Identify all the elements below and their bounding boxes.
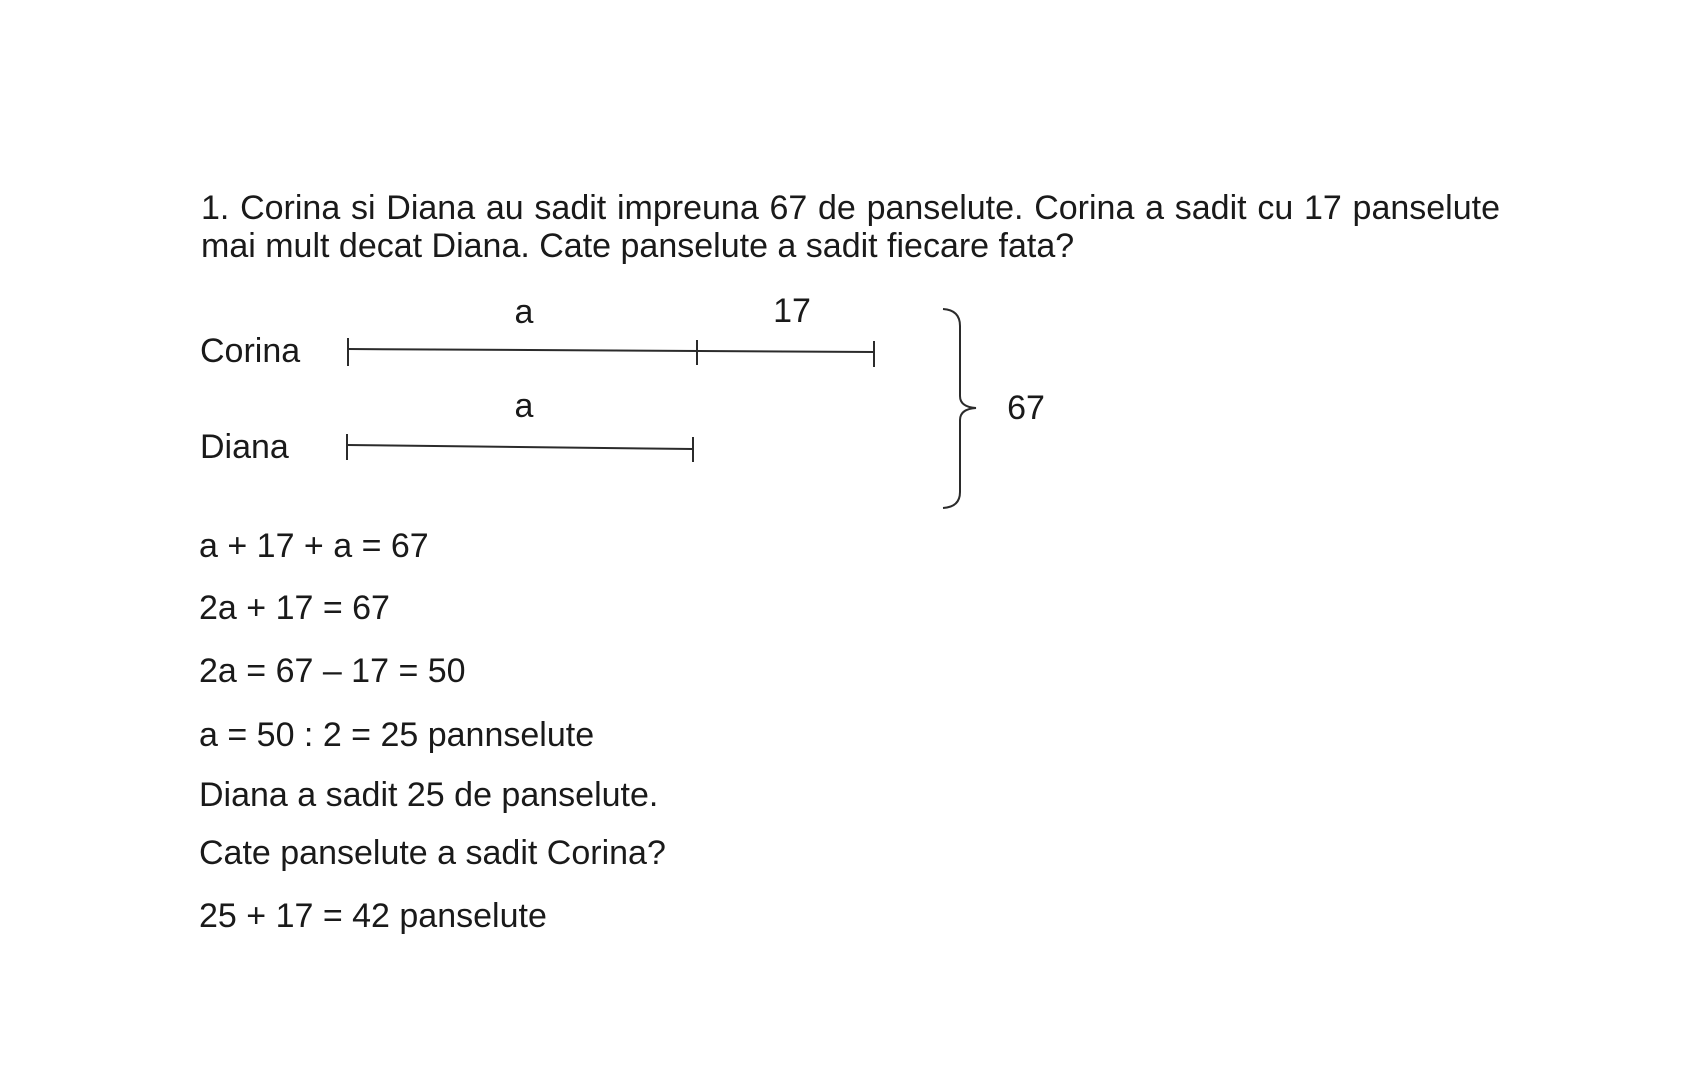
solution-step-equation-4: a = 50 : 2 = 25 pannselute bbox=[199, 716, 595, 754]
solution-answer-corina: 25 + 17 = 42 panselute bbox=[199, 897, 547, 935]
diana-bar-line bbox=[347, 445, 693, 449]
solution-step-equation-2: 2a + 17 = 67 bbox=[199, 589, 390, 627]
corina-segment-a-label: a bbox=[514, 293, 534, 331]
diana-row-label: Diana bbox=[200, 428, 289, 466]
problem-statement-line-1: 1. Corina si Diana au sadit impreuna 67 de panselute. Corina a sadit cu 17 panselute bbox=[201, 189, 1500, 227]
total-brace bbox=[943, 309, 976, 508]
solution-question-corina: Cate panselute a sadit Corina? bbox=[199, 834, 666, 872]
corina-segment-17-label: 17 bbox=[773, 292, 811, 330]
diana-segment-a-label: a bbox=[514, 387, 534, 425]
corina-row-label: Corina bbox=[200, 332, 301, 370]
bar-model-diagram bbox=[180, 270, 1100, 530]
corina-bar-line bbox=[348, 349, 874, 352]
total-label: 67 bbox=[1007, 389, 1045, 427]
solution-answer-diana: Diana a sadit 25 de panselute. bbox=[199, 776, 659, 814]
solution-step-equation-3: 2a = 67 – 17 = 50 bbox=[199, 652, 466, 690]
solution-step-equation-1: a + 17 + a = 67 bbox=[199, 527, 429, 565]
problem-statement-line-2: mai mult decat Diana. Cate panselute a sadit fiecare fata? bbox=[201, 227, 1075, 265]
